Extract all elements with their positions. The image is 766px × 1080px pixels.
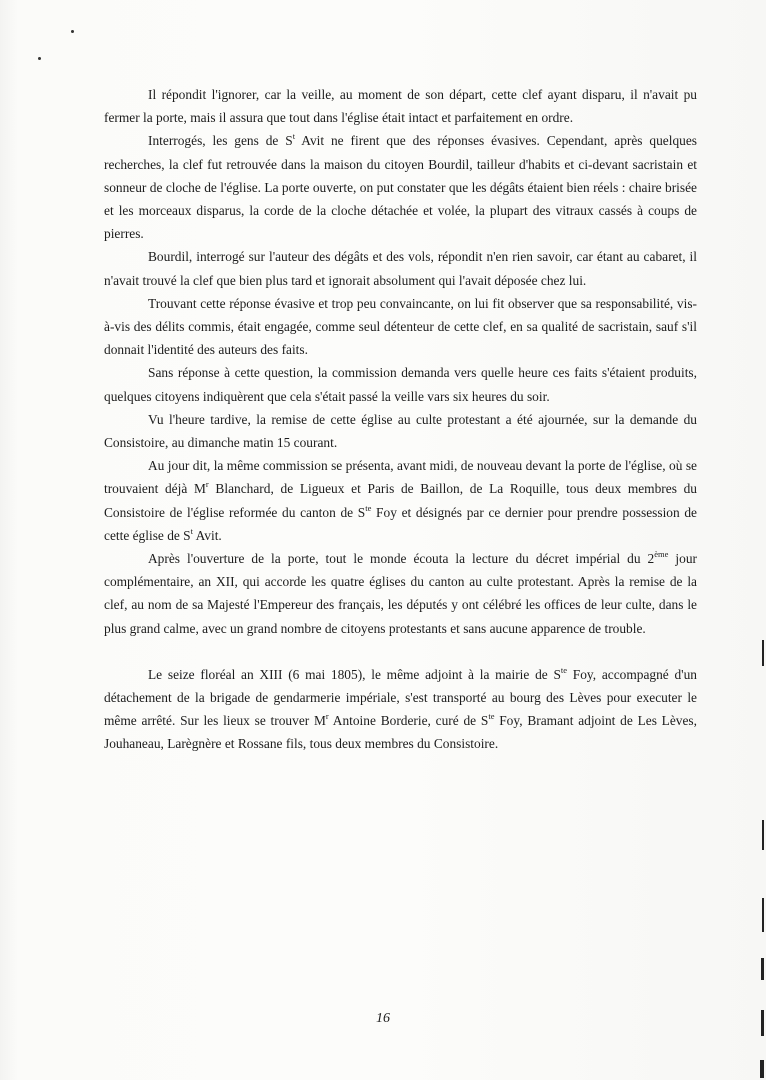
paragraph (104, 454, 697, 547)
text-run: Avit ne firent que des réponses évasives. Cependant, après quelques recherches, la clef fut retrouvée dans la maison du citoyen Bourdil, tailleur d'habits et ci-devant sacristain et sonneur de cloche de l'église. La porte ouverte, on put constater que les dégâts étaient bien réels : chaire brisée et les morceaux disparus, la corde de la cloche détachée et volée, la plupart des vitraux cassés à coups de pierres. (104, 133, 697, 242)
text-run: Après l'ouverture de la porte, tout le monde écouta la lecture du décret impérial du 2 (148, 551, 655, 567)
paragraph (104, 361, 697, 407)
text-run: Foy, Bramant adjoint de Les Lèves, Jouhaneau, Larègnère et Rossane fils, tous deux membres du Consistoire. (104, 713, 697, 752)
paragraph (104, 408, 697, 454)
paragraph (104, 547, 697, 640)
paragraph (104, 129, 697, 245)
text-run: jour complémentaire, an XII, qui accorde les quatre églises du canton au culte protestant. Après la remise de la clef, au nom de sa Majesté l'Empereur des français, les députés y ont célébré les offices de leur culte, dans le plus grand calme, avec un grand nombre de citoyens protestants et sans aucune apparence de trouble. (104, 551, 698, 636)
paragraph (104, 245, 697, 291)
text-run: Antoine Borderie, curé de S (328, 713, 489, 729)
text-run: Sans réponse à cette question, la commission demanda vers quelle heure ces faits s'étaient produits, quelques citoyens indiquèrent que cela s'était passé la veille vars six heures du soir. (104, 365, 697, 404)
text-run: Foy, accompagné d'un détachement de la brigade de gendarmerie impériale, s'est transporté au bourg des Lèves pour executer le même arrêté. Sur les lieux se trouver M (104, 666, 697, 729)
superscript: te (560, 664, 568, 675)
superscript: te (488, 711, 495, 722)
superscript: r (205, 479, 209, 490)
text-run: Foy et désignés par ce dernier pour prendre possession de cette église de S (104, 504, 698, 543)
scan-edge-mark (761, 1010, 764, 1036)
page-number: 16 (376, 1011, 390, 1026)
document-body (104, 83, 697, 756)
scan-edge-mark (760, 1060, 764, 1078)
scan-speck (38, 57, 41, 60)
text-run: Avit. (193, 527, 222, 543)
paragraph (104, 83, 697, 129)
text-run: Interrogés, les gens de S (148, 133, 293, 149)
text-run: Trouvant cette réponse évasive et trop peu convaincante, on lui fit observer que sa responsabilité, vis-à-vis des délits commis, était engagée, comme seul détenteur de cette clef, en sa qualité de sacristain, sauf s'il donnait l'identité des auteurs des faits. (104, 295, 697, 358)
scan-edge-mark (762, 820, 764, 850)
text-run: Blanchard, de Ligueux et Paris de Baillon, de La Roquille, tous deux membres du Consistoire de l'église reformée du canton de S (104, 481, 697, 520)
superscript: te (365, 502, 372, 513)
paragraph (104, 663, 697, 756)
scan-speck (71, 30, 74, 33)
scan-edge-mark (761, 958, 764, 980)
superscript: r (325, 711, 329, 722)
text-run: Vu l'heure tardive, la remise de cette église au culte protestant a été ajournée, sur la demande du Consistoire, au dimanche matin 15 courant. (104, 411, 697, 451)
text-run: Au jour dit, la même commission se présenta, avant midi, de nouveau devant la porte de l'église, où se trouvaient déjà M (104, 458, 697, 497)
scan-edge-mark (762, 898, 764, 932)
superscript: t (190, 525, 194, 536)
scan-edge-mark (762, 640, 764, 666)
text-run: Il répondit l'ignorer, car la veille, au moment de son départ, cette clef ayant disparu, il n'avait pu fermer la porte, mais il assura que tout dans l'église était intact et parfaitement en ordre. (104, 87, 697, 126)
text-run: Bourdil, interrogé sur l'auteur des dégâts et des vols, répondit n'en rien savoir, car étant au cabaret, il n'avait trouvé la clef que bien plus tard et ignorait absolument qui l'avait déposée chez lui. (104, 249, 697, 288)
text-run: Le seize floréal an XIII (6 mai 1805), le même adjoint à la mairie de S (148, 666, 561, 682)
superscript: t (292, 131, 296, 142)
paragraph (104, 292, 697, 362)
superscript: ème (654, 549, 669, 560)
